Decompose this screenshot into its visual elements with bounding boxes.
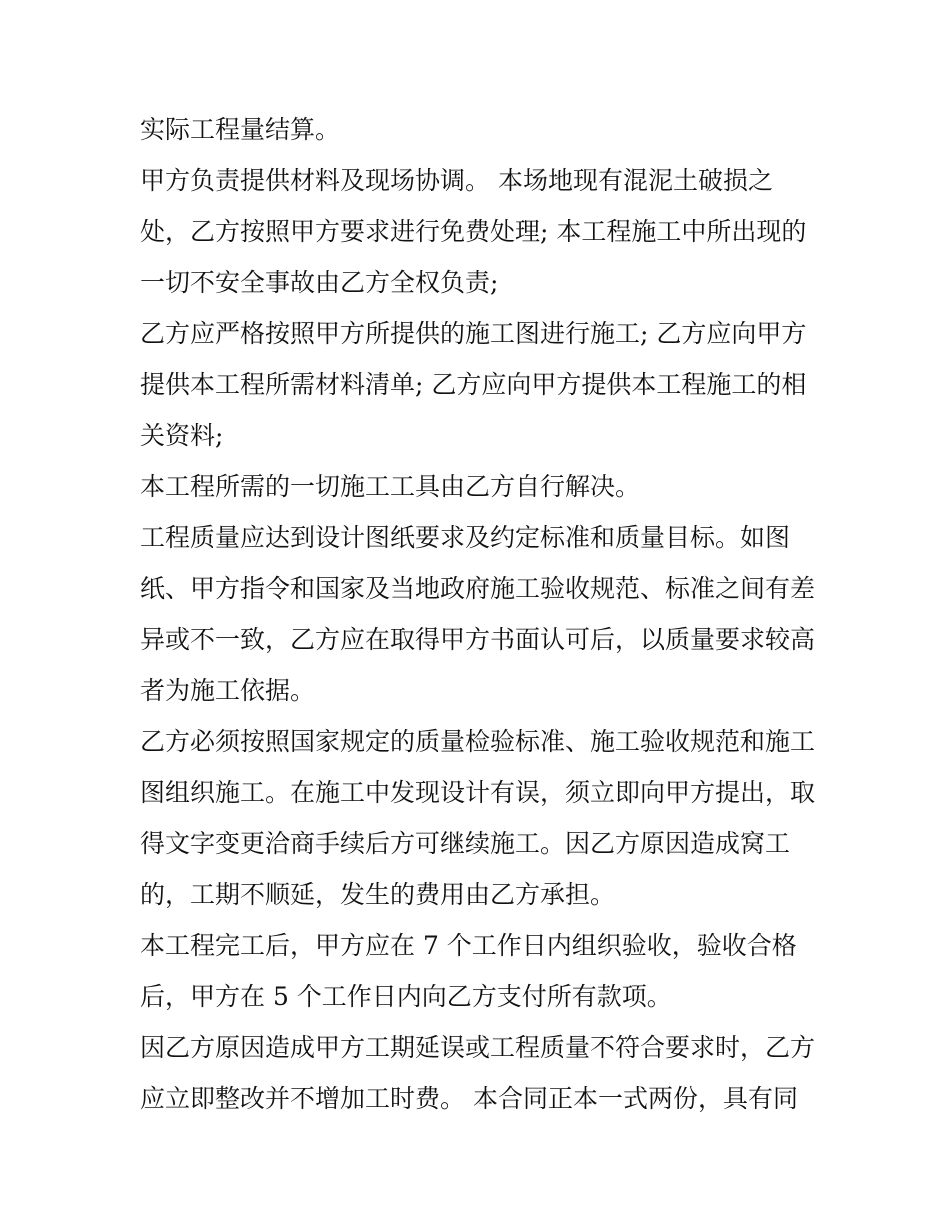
text-line: 应立即整改并不增加工时费。 本合同正本一式两份，具有同 [140, 1084, 798, 1113]
text-line: 异或不一致，乙方应在取得甲方书面认可后，以质量要求较高 [140, 625, 816, 654]
text-line: 甲方负责提供材料及现场协调。 本场地现有混泥土破损之 [140, 166, 773, 195]
text-line: 后，甲方在 5 个工作日内向乙方支付所有款项。 [140, 982, 672, 1011]
text-line: 工程质量应达到设计图纸要求及约定标准和质量目标。如图 [140, 523, 791, 552]
text-line: 的，工期不顺延，发生的费用由乙方承担。 [140, 880, 616, 909]
text-line: 提供本工程所需材料清单; 乙方应向甲方提供本工程施工的相 [140, 370, 807, 399]
text-line: 一切不安全事故由乙方全权负责; [140, 268, 499, 297]
text-line: 乙方必须按照国家规定的质量检验标准、施工验收规范和施工 [140, 727, 816, 756]
text-line: 实际工程量结算。 [140, 115, 341, 144]
text-line: 处，乙方按照甲方要求进行免费处理; 本工程施工中所出现的 [140, 217, 807, 246]
text-line: 本工程所需的一切施工工具由乙方自行解决。 [140, 472, 641, 501]
text-line: 因乙方原因造成甲方工期延误或工程质量不符合要求时，乙方 [140, 1033, 816, 1062]
text-line: 者为施工依据。 [140, 676, 316, 705]
document-body [140, 104, 820, 1124]
text-line: 纸、甲方指令和国家及当地政府施工验收规范、标准之间有差 [140, 574, 816, 603]
text-line: 乙方应严格按照甲方所提供的施工图进行施工; 乙方应向甲方 [140, 319, 807, 348]
text-line: 得文字变更洽商手续后方可继续施工。因乙方原因造成窝工 [140, 829, 791, 858]
text-line: 关资料; [140, 421, 224, 450]
text-line: 图组织施工。在施工中发现设计有误，须立即向甲方提出，取 [140, 778, 816, 807]
text-line: 本工程完工后，甲方应在 7 个工作日内组织验收，验收合格 [140, 931, 797, 960]
